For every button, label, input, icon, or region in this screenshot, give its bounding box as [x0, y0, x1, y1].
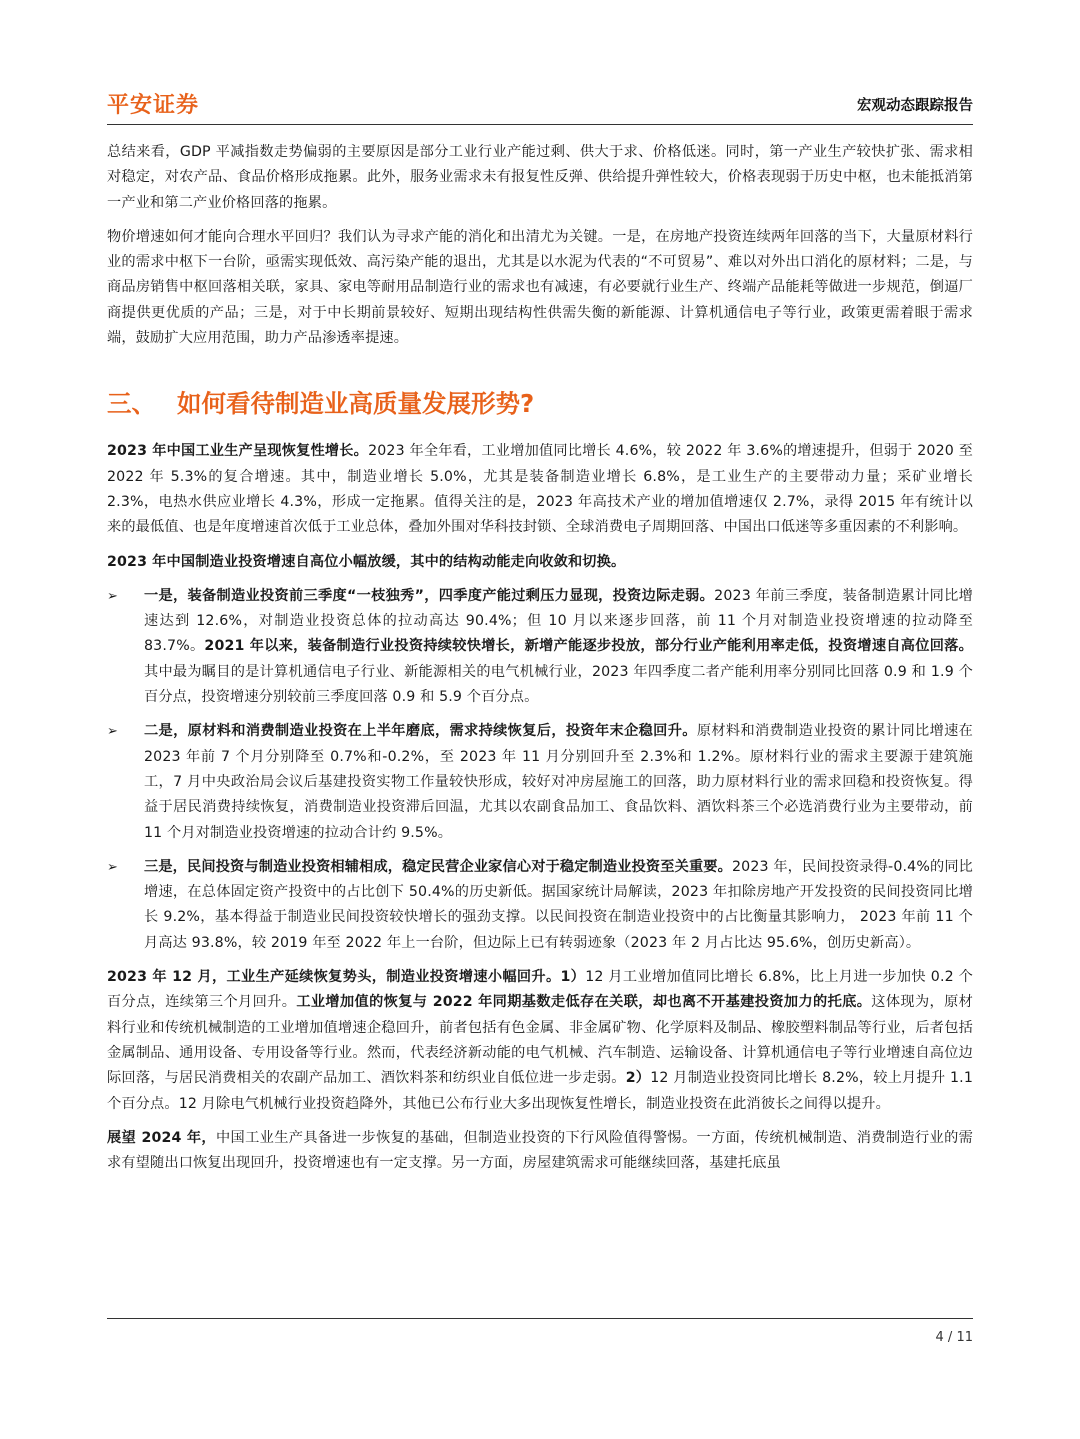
- paragraph-text: 12 月工业增加值同比增长 6.8%，比上月进一步加快 0.2 个百分点，连续第三个月回升。: [107, 969, 973, 1011]
- bullet-lead: 三是，民间投资与制造业投资相辅相成，稳定民营企业家信心对于稳定制造业投资至关重要。: [144, 858, 732, 875]
- bullet-text: 原材料和消费制造业投资的累计同比增速在 2023 年前 7 个月分别降至 0.7%和-0.2%，至 2023 年 11 月分别回升至 2.3%和 1.2%。原材料行业的需求主要源于建筑施工，7 月中央政治局会议后基建投资实物工作量较快形成，较好对冲房屋施工的回落，助力原材料行业的需求回稳和投资恢复。得益于居民消费持续恢复，消费制造业投资滞后回温，尤其以农副食品加工、食品饮料、酒饮料茶三个必选消费行业为主要带动，前 11 个月对制造业投资增速的拉动合计约 9.5%。: [144, 723, 974, 841]
- bullet-emphasis: 2021 年以来，装备制造行业投资持续较快增长，新增产能逐步投放，部分行业产能利用率走低，投资增速自高位回落。: [204, 638, 973, 655]
- bullet-lead: 二是，原材料和消费制造业投资在上半年磨底，需求持续恢复后，投资年末企稳回升。: [144, 723, 697, 740]
- paragraph-december: [107, 965, 973, 1117]
- paragraph-price-outlook: 物价增速如何才能向合理水平回归？我们认为寻求产能的消化和出清尤为关键。一是，在房地产投资连续两年回落的当下，大量原材料行业的需求中枢下一台阶，亟需实现低效、高污染产能的退出，尤其是以水泥为代表的“不可贸易”、难以对外出口消化的原材料；二是，与商品房销售中枢回落相关联，家具、家电等耐用品制造行业的需求也有减速，有必要就行业生产、终端产品能耗等做进一步规范，倒逼厂商提供更优质的产品；三是，对于中长期前景较好、短期出现结构性供需失衡的新能源、计算机通信电子等行业，政策更需着眼于需求端，鼓励扩大应用范围，助力产品渗透率提速。: [107, 228, 973, 347]
- report-type-label: 宏观动态跟踪报告: [857, 98, 973, 114]
- paragraph-text: 这体现为，原材料行业和传统机械制造的工业增加值增速企稳回升，前者包括有色金属、非金属矿物、化学原料及制品、橡胶塑料制品等行业，后者包括金属制品、通用设备、专用设备等行业。然而，代表经济新动能的电气机械、汽车制造、运输设备、计算机通信电子等行业增速自高位边际回落，与居民消费相关的农副产品加工、酒饮料茶和纺织业自低位进一步走弱。: [107, 994, 973, 1087]
- page-number: 4 / 11: [935, 1330, 973, 1345]
- paragraph-investment-lead: [107, 550, 973, 575]
- emphasis-sentence: 工业增加值的恢复与 2022 年同期基数走低存在关联，却也离不开基建投资加力的托底。: [296, 994, 872, 1011]
- bullet-text: 2023 年，民间投资录得-0.4%的同比增速，在总体固定资产投资中的占比创下 50.4%的历史新低。据国家统计局解读，2023 年扣除房地产开发投资的民间投资同比增长 9.2%，基本得益于制造业民间投资较快增长的强劲支撑。以民间投资在制造业投资中的占比衡量其影响力， 2023 年前 11 个月高达 93.8%，较 2019 年至 2022 年上一台阶，但边际上已有转弱迹象（2023 年 2 月占比达 95.6%，创历史新高）。: [144, 858, 973, 951]
- paragraph-summary: 总结来看，GDP 平减指数走势偏弱的主要原因是部分工业行业产能过剩、供大于求、价格低迷。同时，第一产业生产较快扩张、需求相对稳定，对农产品、食品价格形成拖累。此外，服务业需求未有报复性反弹、供给提升弹性较大，价格表现弱于历史中枢，也未能抵消第一产业和第二产业价格回落的拖累。: [107, 144, 973, 211]
- bullet-lead: 一是，装备制造业投资前三季度“一枝独秀”，四季度产能过剩压力显现，投资边际走弱。: [144, 587, 715, 604]
- brand-logo: 平安证券: [107, 93, 200, 118]
- bullet-arrow-icon: ➢: [107, 588, 119, 604]
- paragraph-text: 12 月制造业投资同比增长 8.2%，较上月提升 1.1 个百分点。12 月除电气机械行业投资趋降外，其他已公布行业大多出现恢复性增长，制造业投资在此消彼长之间得以提升。: [107, 1070, 974, 1112]
- bullet-arrow-icon: ➢: [107, 724, 119, 740]
- lead-sentence: 2023 年中国工业生产呈现恢复性增长。: [107, 443, 369, 460]
- paragraph-text: 2023 年全年看，工业增加值同比增长 4.6%，较 2022 年 3.6%的增速提升，但弱于 2020 至 2022 年 5.3%的复合增速。其中，制造业增长 5.0%，尤其是装备制造业增长 6.8%，是工业生产的主要带动力量；采矿业增长 2.3%，电热水供应业增长 4.3%，形成一定拖累。值得关注的是，2023 年高技术产业的增加值增速仅 2.7%，录得 2015 年有统计以来的最低值、也是年度增速首次低于工业总体，叠加外围对华科技封锁、全球消费电子周期回落、中国出口低迷等多重因素的不利影响。: [107, 443, 973, 536]
- footer-divider: [107, 1318, 973, 1319]
- document-body: [107, 140, 973, 1185]
- lead-sentence: 2023 年中国制造业投资增速自高位小幅放缓，其中的结构动能走向收敛和切换。: [107, 553, 626, 570]
- bullet-item-materials: [107, 719, 973, 845]
- section-number: 三、: [107, 389, 156, 419]
- bullet-item-private-investment: [107, 855, 973, 956]
- header-divider: [107, 124, 973, 125]
- lead-sentence: 展望 2024 年，: [107, 1129, 216, 1146]
- bullet-text: 其中最为瞩目的是计算机通信电子行业、新能源相关的电气机械行业，2023 年四季度二者产能利用率分别同比回落 0.9 和 1.9 个百分点，投资增速分别较前三季度回落 0.9 和 5.9 个百分点。: [144, 663, 973, 706]
- lead-sentence: 2023 年 12 月，工业生产延续恢复势头，制造业投资增速小幅回升。1）: [107, 969, 586, 986]
- section-title-text: 如何看待制造业高质量发展形势?: [177, 389, 535, 419]
- emphasis-marker: 2）: [625, 1070, 651, 1087]
- paragraph-industrial-production: [107, 439, 973, 540]
- bullet-item-equipment: [107, 584, 973, 710]
- paragraph-text: 中国工业生产具备进一步恢复的基础，但制造业投资的下行风险值得警惕。一方面，传统机械制造、消费制造行业的需求有望随出口恢复出现回升，投资增速也有一定支撑。另一方面，房屋建筑需求可能继续回落，基建托底虽: [107, 1129, 973, 1172]
- page-header: [107, 88, 973, 128]
- bullet-arrow-icon: ➢: [107, 859, 119, 875]
- section-heading: [107, 386, 973, 422]
- bullet-text: 2023 年前三季度，装备制造累计同比增速达到 12.6%，对制造业投资总体的拉动高达 90.4%；但 10 月以来逐步回落，前 11 个月对制造业投资增速的拉动降至 83.7%。: [144, 587, 973, 655]
- paragraph-outlook-2024: [107, 1126, 973, 1177]
